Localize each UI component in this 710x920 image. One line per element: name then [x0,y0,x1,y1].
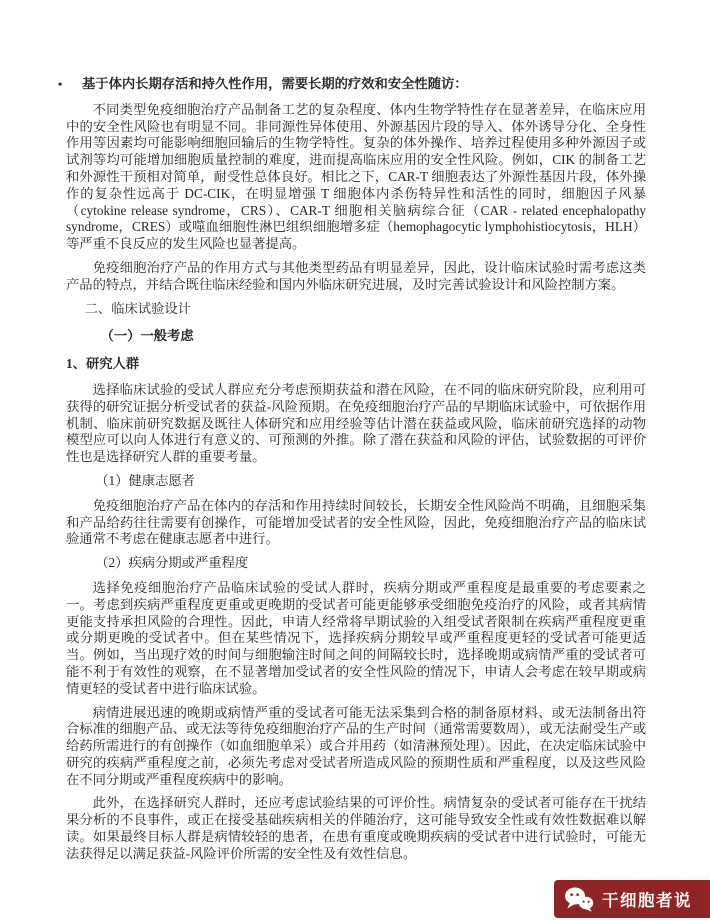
paragraph-healthy-volunteers: 免疫细胞治疗产品在体内的存活和作用持续时间较长，长期安全性风险尚不明确，且细胞采集和产品给药往往需要有创操作，可能增加受试者的安全性风险，因此，免疫细胞治疗产品的临床试验通常不考虑在健康志愿者中进行。 [66,497,646,547]
numbered-heading-research-population: 1、研究人群 [66,356,140,372]
document-body [58,76,646,870]
section-heading: 二、临床试验设计 [84,300,191,316]
paragraph-disease-stage-3: 此外，在选择研究人群时，还应考虑试验结果的可评价性。病情复杂的受试者可能存在干扰结果分析的不良事件，或正在接受基础疾病相关的伴随治疗，这可能导致安全性或有效性数据难以解读。如果最终目标人群是病情较轻的患者，在患有重度或晚期疾病的受试者中进行试验时，可能无法获得足以满足获益-风险评价所需的安全性及有效性信息。 [66,795,646,861]
wechat-chat-bubbles-icon [564,886,594,912]
bullet-item-text: 基于体内长期存活和持久性作用，需要长期的疗效和安全性随访： [82,76,468,91]
item-heading-healthy-volunteers: （1）健康志愿者 [95,472,195,488]
subsection-heading: （一）一般考虑 [100,328,194,344]
paragraph-disease-stage-1: 选择免疫细胞治疗产品临床试验的受试人群时，疾病分期或严重程度是最重要的考虑要素之一。考虑到疾病严重程度更重或更晚期的受试者可能更能够承受细胞免疫治疗的风险，或者其病情更能支持承担风险的合理性。因此，申请人经常将早期试验的入组受试者限制在疾病严重程度更重或分期更晚的受试者中。但在某些情况下，选择疾病分期较早或严重程度更轻的受试者可能更适当。例如，当出现疗效的时间与细胞输注时间之间的间隔较长时，选择晚期或病情严重的受试者可能不利于有效性的观察，在不显著增加受试者的安全性风险的情况下，申请人会考虑在较早期或病情更轻的受试者中进行临床试验。 [66,579,646,696]
paragraph-population: 选择临床试验的受试人群应充分考虑预期获益和潜在风险，在不同的临床研究阶段，应利用可获得的研究证据分析受试者的获益-风险预期。在免疫细胞治疗产品的早期临床试验中，可依据作用机制、临床前研究数据及既往人体研究和应用经验等估计潜在获益或风险，临床前研究选择的动物模型应可以向人体进行有意义的、可预测的外推。除了潜在获益和风险的评估，试验数据的可评价性也是选择研究人群的重要考量。 [66,381,646,465]
paragraph-intro-1: 不同类型免疫细胞治疗产品制备工艺的复杂程度、体内生物学特性存在显著差异，在临床应用中的安全性风险也有明显不同。非同源性异体使用、外源基因片段的导入、体外诱导分化、全身性作用等因素均可能影响细胞回输后的生物学特性。复杂的体外操作、培养过程使用多种外源因子或试剂等均可能增加细胞质量控制的难度，进而提高临床应用的安全性风险。例如，CIK 的制备工艺和外源性干预相对简单，耐受性总体良好。相比之下，CAR-T 细胞表达了外源性基因片段，体外操作的复杂性远高于 DC-CIK，在明显增强 T 细胞体内杀伤特异性和活性的同时，细胞因子风暴（cytokine release syndrome，CRS）、CAR-T 细胞相关脑病综合征（CAR - related encephalopathy syndrome，CRES）或噬血细胞性淋巴组织细胞增多症（hemophagocytic lymphohistiocytosis，HLH）等严重不良反应的发生风险也显著提高。 [66,101,646,252]
bullet-marker: • [58,77,63,91]
brand-watermark-badge [554,880,710,918]
paragraph-disease-stage-2: 病情进展迅速的晚期或病情严重的受试者可能无法采集到合格的制备原材料、或无法制备出符合标准的细胞产品、或无法等待免疫细胞治疗产品的生产时间（通常需要数周），或无法耐受生产或给药所需进行的有创操作（如血细胞单采）或合并用药（如清淋预处理）。因此，在决定临床试验中研究的疾病严重程度之前，必须先考虑对受试者所造成风险的预期性质和严重程度，以及这些风险在不同分期或严重程度疾病中的影响。 [66,704,646,787]
bullet-list-item [58,76,646,93]
brand-name: 干细胞者说 [602,892,692,910]
paragraph-intro-2: 免疫细胞治疗产品的作用方式与其他类型药品有明显差异，因此，设计临床试验时需考虑这类产品的特点，并结合既往临床经验和国内外临床研究进展，及时完善试验设计和风险控制方案。 [66,259,646,292]
item-heading-disease-stage: （2）疾病分期或严重程度 [95,555,249,571]
